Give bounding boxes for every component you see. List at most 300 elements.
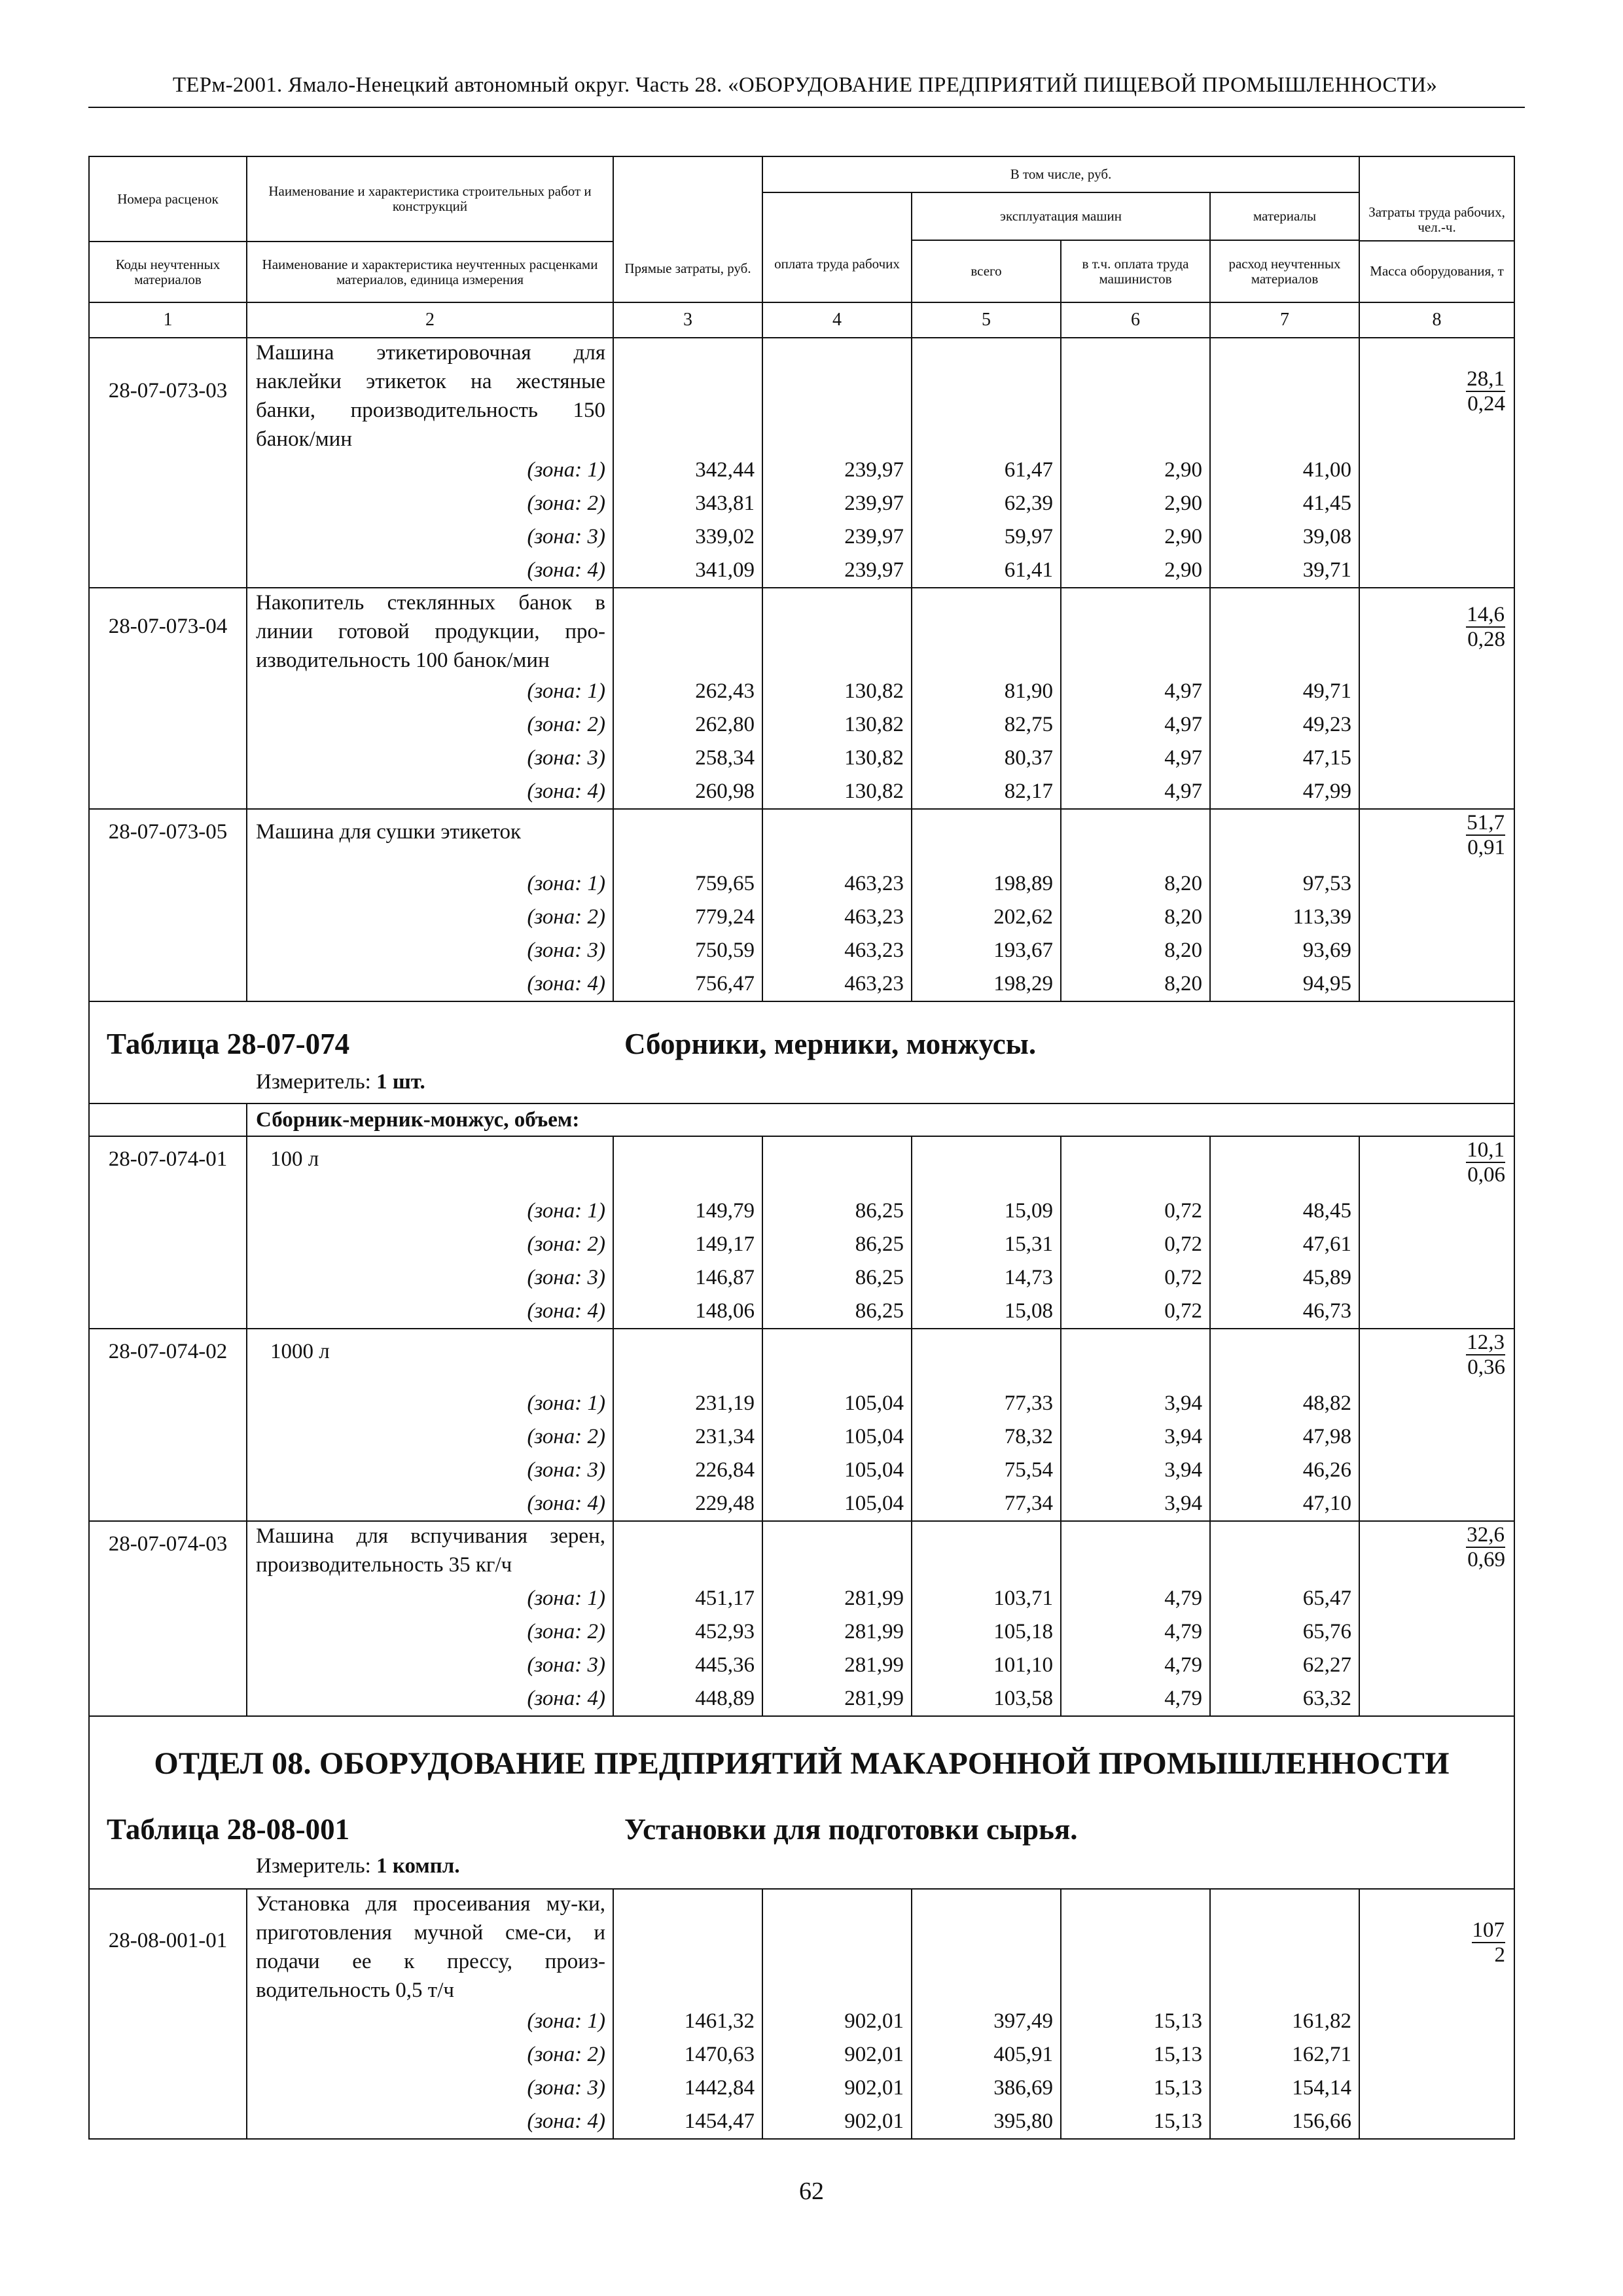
direct-cost-value: 452,93 [695, 1620, 755, 1643]
header-materials: материалы [1210, 192, 1359, 240]
labor-pay-cell [762, 1329, 912, 1521]
col-number: 4 [762, 302, 912, 338]
machinist-pay-value: 8,20 [1164, 872, 1202, 895]
labor-mass-cell [1359, 809, 1514, 1001]
labor-pay-value: 130,82 [844, 780, 904, 803]
labor-mass-cell [1359, 1521, 1514, 1716]
machinist-pay-value: 0,72 [1164, 1266, 1202, 1289]
zone-label: (зона: 3) [527, 1653, 605, 1677]
table-074-heading [89, 1001, 1514, 1103]
direct-cost-value: 342,44 [695, 458, 755, 482]
page-number: 62 [799, 2178, 824, 2205]
machinist-pay-value: 4,79 [1164, 1587, 1202, 1610]
machine-total-value: 395,80 [993, 2109, 1053, 2133]
zone-label: (зона: 3) [527, 2076, 605, 2100]
column-numbers-row [89, 302, 1514, 338]
materials-cell [1210, 1889, 1359, 2139]
direct-cost-value: 262,80 [695, 713, 755, 736]
machine-total-value: 82,17 [1004, 780, 1053, 803]
header-unaccounted-consumption: расход неучтенных материалов [1210, 240, 1359, 302]
zone-label: (зона: 2) [527, 1620, 605, 1643]
col-number: 5 [912, 302, 1061, 338]
rate-code-cell [89, 809, 247, 1001]
labor-pay-cell [762, 1521, 912, 1716]
machine-total-value: 81,90 [1004, 679, 1053, 703]
labor-costs-value: 12,3 [1467, 1331, 1505, 1354]
machine-total-value: 103,71 [993, 1587, 1053, 1610]
rate-code: 28-07-073-03 [108, 379, 228, 403]
machinist-pay-value: 3,94 [1164, 1425, 1202, 1448]
section-08-title: ОТДЕЛ 08. ОБОРУДОВАНИЕ ПРЕДПРИЯТИЙ МАКАРОННОЙ ПРОМЫШЛЕННОСТИ [154, 1746, 1450, 1781]
table-074-name: Сборники, мерники, монжусы. [624, 1028, 1037, 1060]
materials-value: 154,14 [1292, 2076, 1352, 2100]
direct-cost-value: 341,09 [695, 558, 755, 582]
zone-label: (зона: 3) [527, 525, 605, 548]
labor-costs-value: 28,1 [1467, 367, 1505, 391]
machinist-pay-value: 8,20 [1164, 972, 1202, 996]
direct-cost-value: 779,24 [695, 905, 755, 929]
direct-cost-value: 339,02 [695, 525, 755, 548]
machinist-pay-cell [1061, 1521, 1210, 1716]
materials-cell [1210, 338, 1359, 588]
rate-code: 28-07-074-01 [108, 1147, 228, 1171]
rate-name-cell [247, 1136, 613, 1329]
machinist-pay-value: 4,79 [1164, 1620, 1202, 1643]
header-equipment-mass-label: Масса оборудования, т [1370, 263, 1504, 279]
machinist-pay-value: 4,97 [1164, 780, 1202, 803]
zone-label: (зона: 1) [527, 872, 605, 895]
machine-total-value: 397,49 [993, 2009, 1053, 2033]
rate-name: Установка для просеивания му-ки, приготовления мучной сме-си, и подачи ее к прессу, произ-водительность 0,5 т/ч [256, 1892, 605, 2002]
section-08-heading-row [89, 1716, 1514, 1889]
header-name [247, 156, 613, 302]
machine-total-cell [912, 588, 1061, 809]
labor-pay-value: 463,23 [844, 905, 904, 929]
machine-total-value: 198,89 [993, 872, 1053, 895]
materials-value: 47,15 [1302, 746, 1352, 770]
rate-code-cell [89, 338, 247, 588]
direct-costs-cell [613, 1521, 762, 1716]
labor-pay-value: 86,25 [855, 1299, 904, 1323]
labor-pay-value: 86,25 [855, 1232, 904, 1256]
direct-cost-value: 343,81 [695, 492, 755, 515]
rate-name-cell [247, 1521, 613, 1716]
machine-total-value: 75,54 [1004, 1458, 1053, 1482]
equipment-mass-value: 0,28 [1467, 628, 1506, 651]
machine-total-cell [912, 338, 1061, 588]
machinist-pay-value: 3,94 [1164, 1458, 1202, 1482]
table-074-title: Таблица 28-07-074 [107, 1028, 350, 1060]
direct-cost-value: 1470,63 [684, 2043, 755, 2066]
zone-label: (зона: 2) [527, 1425, 605, 1448]
labor-mass-cell [1359, 338, 1514, 588]
machine-total-value: 405,91 [993, 2043, 1053, 2066]
direct-cost-value: 149,79 [695, 1199, 755, 1223]
direct-cost-value: 1461,32 [684, 2009, 755, 2033]
machine-total-value: 14,73 [1004, 1266, 1053, 1289]
direct-cost-value: 260,98 [695, 780, 755, 803]
machinist-pay-value: 4,79 [1164, 1687, 1202, 1710]
machinist-pay-value: 2,90 [1164, 558, 1202, 582]
machine-total-value: 77,33 [1004, 1391, 1053, 1415]
zone-label: (зона: 1) [527, 1391, 605, 1415]
machinist-pay-value: 15,13 [1153, 2043, 1202, 2066]
rate-code-cell [89, 1889, 247, 2139]
materials-value: 47,61 [1302, 1232, 1352, 1256]
measure-value: 1 компл. [376, 1854, 460, 1878]
machinist-pay-cell [1061, 1329, 1210, 1521]
equipment-mass-value: 0,24 [1467, 392, 1506, 416]
machine-total-value: 80,37 [1004, 746, 1053, 770]
labor-mass-cell [1359, 1889, 1514, 2139]
machinist-pay-cell [1061, 338, 1210, 588]
materials-value: 41,45 [1302, 492, 1352, 515]
labor-mass-fraction [1472, 1918, 1506, 1967]
rate-code: 28-07-073-05 [108, 820, 228, 844]
materials-cell [1210, 1521, 1359, 1716]
col-number: 8 [1359, 302, 1514, 338]
machine-total-value: 77,34 [1004, 1492, 1053, 1515]
zone-label: (зона: 4) [527, 1299, 605, 1323]
header-labor-costs-label: Затраты труда рабочих, чел.-ч. [1360, 158, 1514, 242]
direct-cost-value: 756,47 [695, 972, 755, 996]
labor-pay-value: 463,23 [844, 972, 904, 996]
rate-name: Машина этикетировочная для наклейки этикеток на жестяные банки, производительность 150 банок/мин [256, 341, 605, 451]
equipment-mass-value: 0,91 [1467, 836, 1506, 859]
machinist-pay-value: 2,90 [1164, 458, 1202, 482]
labor-pay-value: 902,01 [844, 2043, 904, 2066]
direct-costs-cell [613, 809, 762, 1001]
materials-value: 49,23 [1302, 713, 1352, 736]
machinist-pay-cell [1061, 809, 1210, 1001]
labor-pay-value: 463,23 [844, 872, 904, 895]
materials-value: 97,53 [1302, 872, 1352, 895]
machine-total-value: 15,09 [1004, 1199, 1053, 1223]
header-including: В том числе, руб. [762, 156, 1359, 192]
rate-code-cell [89, 1329, 247, 1521]
labor-pay-value: 281,99 [844, 1687, 904, 1710]
zone-label: (зона: 1) [527, 458, 605, 482]
materials-value: 156,66 [1292, 2109, 1352, 2133]
zone-label: (зона: 4) [527, 1687, 605, 1710]
rate-code: 28-07-074-03 [108, 1532, 228, 1556]
labor-costs-value: 14,6 [1467, 603, 1505, 626]
labor-mass-cell [1359, 588, 1514, 809]
labor-costs-value: 32,6 [1467, 1523, 1505, 1547]
direct-cost-value: 231,34 [695, 1425, 755, 1448]
labor-pay-cell [762, 588, 912, 809]
materials-cell [1210, 809, 1359, 1001]
machinist-pay-value: 8,20 [1164, 905, 1202, 929]
direct-costs-cell [613, 588, 762, 809]
machine-total-value: 198,29 [993, 972, 1053, 996]
col-number: 1 [89, 302, 247, 338]
direct-cost-value: 149,17 [695, 1232, 755, 1256]
machinist-pay-value: 8,20 [1164, 939, 1202, 962]
machine-total-value: 62,39 [1004, 492, 1053, 515]
machine-total-cell [912, 1889, 1061, 2139]
rate-code-cell [89, 1521, 247, 1716]
col-number: 7 [1210, 302, 1359, 338]
rate-code-cell [89, 588, 247, 809]
machinist-pay-cell [1061, 588, 1210, 809]
measure-label: Измеритель: [256, 1854, 371, 1878]
materials-value: 65,47 [1302, 1587, 1352, 1610]
direct-cost-value: 448,89 [695, 1687, 755, 1710]
machinist-pay-value: 4,97 [1164, 746, 1202, 770]
rate-row-28-07-074-01 [89, 1136, 1514, 1329]
labor-pay-cell [762, 1889, 912, 2139]
labor-pay-value: 239,97 [844, 492, 904, 515]
materials-value: 93,69 [1302, 939, 1352, 962]
machine-total-value: 386,69 [993, 2076, 1053, 2100]
running-header: ТЕРм-2001. Ямало-Ненецкий автономный округ. Часть 28. «ОБОРУДОВАНИЕ ПРЕДПРИЯТИЙ ПИЩЕВОЙ ПРОМЫШЛЕННОСТИ» [172, 73, 1438, 97]
labor-pay-cell [762, 338, 912, 588]
col-number: 2 [247, 302, 613, 338]
rate-name: Машина для сушки этикеток [256, 820, 521, 844]
direct-cost-value: 262,43 [695, 679, 755, 703]
equipment-mass-value: 0,36 [1467, 1355, 1506, 1379]
zone-label: (зона: 4) [527, 2109, 605, 2133]
materials-value: 49,71 [1302, 679, 1352, 703]
labor-pay-value: 105,04 [844, 1458, 904, 1482]
machinist-pay-value: 2,90 [1164, 492, 1202, 515]
direct-cost-value: 146,87 [695, 1266, 755, 1289]
header-name-materials-label: Наименование и характеристика неучтенных расценками материалов, единица измерения [262, 256, 598, 287]
machine-total-cell [912, 1136, 1061, 1329]
materials-cell [1210, 1329, 1359, 1521]
equipment-mass-value: 2 [1494, 1943, 1506, 1967]
subheading-code-cell [89, 1103, 247, 1136]
machine-total-value: 101,10 [993, 1653, 1053, 1677]
measure-label: Измеритель: [256, 1070, 371, 1094]
rate-row-28-07-074-02 [89, 1329, 1514, 1521]
direct-cost-value: 451,17 [695, 1587, 755, 1610]
zone-label: (зона: 3) [527, 939, 605, 962]
direct-cost-value: 1442,84 [684, 2076, 755, 2100]
labor-pay-cell [762, 809, 912, 1001]
machinist-pay-value: 15,13 [1153, 2009, 1202, 2033]
rate-name: Машина для вспучивания зерен, производительность 35 кг/ч [256, 1524, 605, 1577]
labor-pay-value: 105,04 [844, 1391, 904, 1415]
rate-row-28-07-074-03 [89, 1521, 1514, 1716]
materials-value: 65,76 [1302, 1620, 1352, 1643]
direct-cost-value: 1454,47 [684, 2109, 755, 2133]
zone-label: (зона: 4) [527, 1492, 605, 1515]
machinist-pay-value: 15,13 [1153, 2076, 1202, 2100]
labor-pay-cell [762, 1136, 912, 1329]
labor-pay-value: 902,01 [844, 2076, 904, 2100]
rate-name-cell [247, 1889, 613, 2139]
labor-mass-fraction [1466, 1523, 1505, 1571]
rate-code: 28-07-073-04 [108, 615, 228, 638]
labor-pay-value: 281,99 [844, 1587, 904, 1610]
materials-value: 161,82 [1292, 2009, 1352, 2033]
direct-cost-value: 750,59 [695, 939, 755, 962]
materials-value: 48,82 [1302, 1391, 1352, 1415]
materials-value: 47,10 [1302, 1492, 1352, 1515]
labor-pay-value: 281,99 [844, 1620, 904, 1643]
machinist-pay-value: 4,79 [1164, 1653, 1202, 1677]
machinist-pay-value: 2,90 [1164, 525, 1202, 548]
machine-total-value: 61,41 [1004, 558, 1053, 582]
rate-name-cell [247, 809, 613, 1001]
rate-code-cell [89, 1136, 247, 1329]
machinist-pay-value: 4,97 [1164, 713, 1202, 736]
labor-costs-value: 51,7 [1467, 811, 1505, 834]
rate-row-28-07-073-04 [89, 588, 1514, 809]
zone-label: (зона: 2) [527, 1232, 605, 1256]
rate-name-cell [247, 1329, 613, 1521]
labor-pay-value: 463,23 [844, 939, 904, 962]
machinist-pay-value: 0,72 [1164, 1199, 1202, 1223]
direct-costs-cell [613, 338, 762, 588]
machinist-pay-value: 15,13 [1153, 2109, 1202, 2133]
equipment-mass-value: 0,69 [1467, 1548, 1506, 1571]
direct-cost-value: 231,19 [695, 1391, 755, 1415]
zone-label: (зона: 1) [527, 1587, 605, 1610]
header-direct-costs: Прямые затраты, руб. [613, 156, 762, 302]
table-081-measure [256, 1854, 460, 1878]
machine-total-value: 202,62 [993, 905, 1053, 929]
direct-cost-value: 759,65 [695, 872, 755, 895]
direct-cost-value: 148,06 [695, 1299, 755, 1323]
rate-name-cell [247, 588, 613, 809]
col-number: 6 [1061, 302, 1210, 338]
machinist-pay-cell [1061, 1136, 1210, 1329]
labor-pay-value: 130,82 [844, 713, 904, 736]
machine-total-value: 103,58 [993, 1687, 1053, 1710]
labor-mass-fraction [1466, 1138, 1505, 1187]
rate-row-28-07-073-05 [89, 809, 1514, 1001]
materials-value: 62,27 [1302, 1653, 1352, 1677]
machine-total-value: 15,08 [1004, 1299, 1053, 1323]
labor-mass-fraction [1466, 811, 1505, 859]
rate-code: 28-08-001-01 [108, 1929, 228, 1952]
zone-label: (зона: 2) [527, 713, 605, 736]
machine-total-cell [912, 809, 1061, 1001]
equipment-mass-value: 0,06 [1467, 1163, 1506, 1187]
zone-label: (зона: 1) [527, 2009, 605, 2033]
direct-costs-cell [613, 1329, 762, 1521]
direct-cost-value: 226,84 [695, 1458, 755, 1482]
rate-name-cell [247, 338, 613, 588]
header-rule [88, 107, 1525, 108]
zone-label: (зона: 2) [527, 905, 605, 929]
labor-pay-value: 105,04 [844, 1425, 904, 1448]
rate-name: 100 л [270, 1147, 319, 1171]
labor-pay-value: 281,99 [844, 1653, 904, 1677]
direct-cost-value: 229,48 [695, 1492, 755, 1515]
machine-total-value: 193,67 [993, 939, 1053, 962]
header-name-works-label: Наименование и характеристика строительных работ и конструкций [247, 157, 613, 242]
labor-mass-fraction [1466, 603, 1505, 651]
zone-label: (зона: 1) [527, 679, 605, 703]
rates-table [88, 156, 1515, 2140]
table-074-measure [256, 1070, 425, 1094]
machinist-pay-cell [1061, 1889, 1210, 2139]
labor-pay-value: 105,04 [844, 1492, 904, 1515]
machine-total-value: 105,18 [993, 1620, 1053, 1643]
zone-label: (зона: 1) [527, 1199, 605, 1223]
rate-name: 1000 л [270, 1340, 330, 1363]
zone-label: (зона: 2) [527, 2043, 605, 2066]
machinist-pay-value: 0,72 [1164, 1232, 1202, 1256]
header-labor-mass [1359, 156, 1514, 302]
materials-value: 162,71 [1292, 2043, 1352, 2066]
materials-value: 48,45 [1302, 1199, 1352, 1223]
machine-total-value: 78,32 [1004, 1425, 1053, 1448]
table-074-subheading: Сборник-мерник-монжус, объем: [247, 1103, 1514, 1136]
rate-code: 28-07-074-02 [108, 1340, 228, 1363]
materials-value: 39,71 [1302, 558, 1352, 582]
labor-mass-fraction [1466, 367, 1505, 416]
labor-costs-value: 107 [1472, 1918, 1505, 1942]
col-number: 3 [613, 302, 762, 338]
labor-pay-value: 239,97 [844, 458, 904, 482]
direct-costs-cell [613, 1889, 762, 2139]
materials-cell [1210, 1136, 1359, 1329]
machine-total-cell [912, 1329, 1061, 1521]
machine-total-value: 61,47 [1004, 458, 1053, 482]
rate-row-28-08-001-01 [89, 1889, 1514, 2139]
materials-value: 41,00 [1302, 458, 1352, 482]
labor-pay-value: 130,82 [844, 746, 904, 770]
zone-label: (зона: 4) [527, 780, 605, 803]
direct-cost-value: 445,36 [695, 1653, 755, 1677]
labor-mass-fraction [1466, 1331, 1505, 1379]
labor-pay-value: 239,97 [844, 525, 904, 548]
machinist-pay-value: 4,97 [1164, 679, 1202, 703]
materials-value: 94,95 [1302, 972, 1352, 996]
zone-label: (зона: 3) [527, 1458, 605, 1482]
table-074-heading-row [89, 1001, 1514, 1103]
rate-row-28-07-073-03 [89, 338, 1514, 588]
labor-mass-cell [1359, 1329, 1514, 1521]
header-rate-numbers [89, 156, 247, 302]
materials-value: 113,39 [1293, 905, 1352, 929]
table-081-title: Таблица 28-08-001 [107, 1813, 350, 1846]
measure-value: 1 шт. [376, 1070, 425, 1094]
header-labor-pay: оплата труда рабочих [762, 192, 912, 302]
materials-value: 46,73 [1302, 1299, 1352, 1323]
materials-value: 47,98 [1302, 1425, 1352, 1448]
header-machine-operation: эксплуатация машин [912, 192, 1210, 240]
header-row-1 [89, 156, 1514, 192]
table-081-name: Установки для подготовки сырья. [624, 1813, 1078, 1846]
header-total: всего [912, 240, 1061, 302]
zone-label: (зона: 4) [527, 558, 605, 582]
machine-total-value: 15,31 [1004, 1232, 1053, 1256]
machine-total-cell [912, 1521, 1061, 1716]
direct-cost-value: 258,34 [695, 746, 755, 770]
zone-label: (зона: 4) [527, 972, 605, 996]
section-08-heading [89, 1716, 1514, 1889]
machinist-pay-value: 3,94 [1164, 1391, 1202, 1415]
table-074-subheading-row [89, 1103, 1514, 1136]
machinist-pay-value: 3,94 [1164, 1492, 1202, 1515]
labor-pay-value: 239,97 [844, 558, 904, 582]
labor-pay-value: 902,01 [844, 2009, 904, 2033]
header-incl-machinist-pay: в т.ч. оплата труда машинистов [1061, 240, 1210, 302]
machine-total-value: 59,97 [1004, 525, 1053, 548]
materials-value: 63,32 [1302, 1687, 1352, 1710]
labor-costs-value: 10,1 [1467, 1138, 1505, 1162]
labor-pay-value: 86,25 [855, 1199, 904, 1223]
materials-value: 46,26 [1302, 1458, 1352, 1482]
header-unaccounted-codes-label: Коды неучтенных материалов [115, 256, 221, 287]
direct-costs-cell [613, 1136, 762, 1329]
